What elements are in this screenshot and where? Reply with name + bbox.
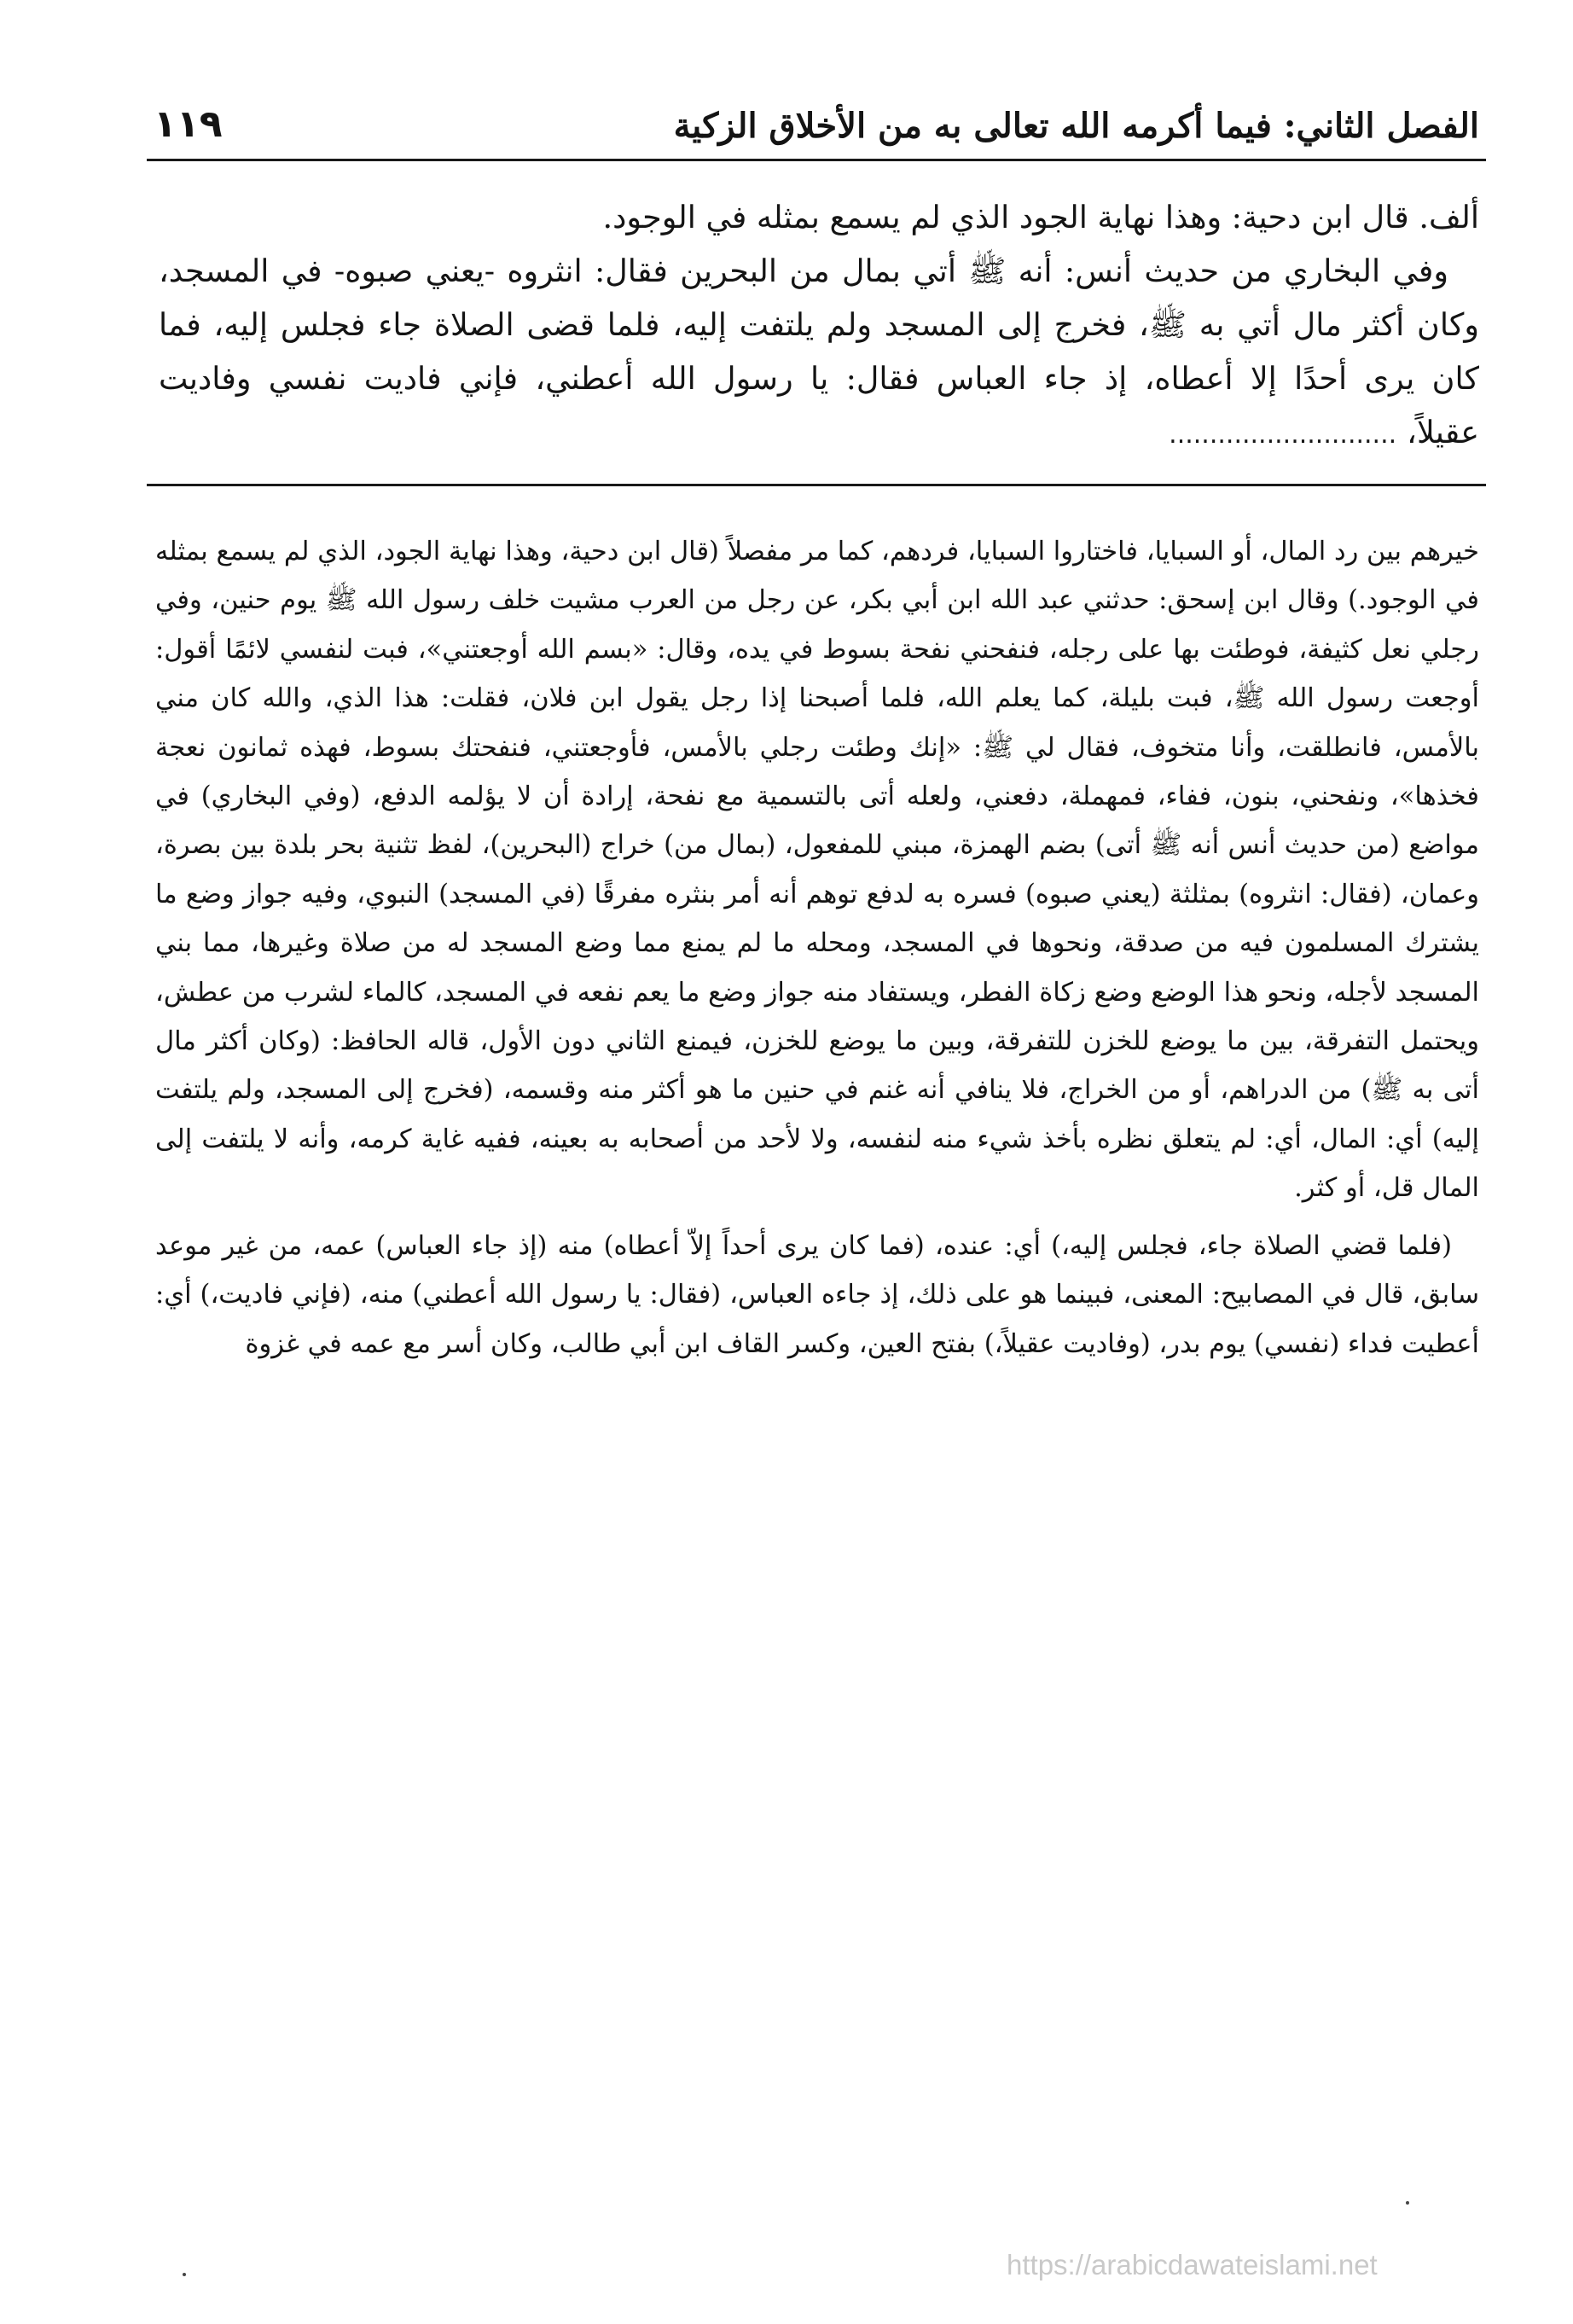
watermark-url: https://arabicdawateislami.net [1007,2249,1378,2280]
scan-speck [1406,2201,1409,2205]
page-header [147,75,1486,146]
continuation-dots: ............................ [1169,420,1397,450]
separator-rule [147,484,1486,486]
commentary-paragraph: خيرهم بين رد المال، أو السبايا، فاختاروا السبايا، فردهم، كما مر مفصلاً (قال ابن دحية، وهذا نهاية الجود، الذي لم يسمع بمثله في الوجود.) وقال ابن إسحق: حدثني عبد الله ابن أبي بكر، عن رجل من العرب مشيت خلف رسول الله ﷺ يوم حنين، وفي رجلي نعل كثيفة، فوطئت بها على رجله، فنفحني نفحة بسوط في يده، وقال: «بسم الله أوجعتني»، فبت لنفسي لائمًا أقول: أوجعت رسول الله ﷺ، فبت بليلة، كما يعلم الله، فلما أصبحنا إذا رجل يقول ابن فلان، فقلت: هذا الذي، والله كان مني بالأمس، فانطلقت، وأنا متخوف، فقال لي ﷺ: «إنك وطئت رجلي بالأمس، فأوجعتني، فنفحتك بسوط، فهذه ثمانون نعجة فخذها»، ونفحني، بنون، ففاء، فمهملة، دفعني، ولعله أتى بالتسمية مع نفحة، إرادة أن لا يؤلمه الدفع، (وفي البخاري) في مواضع (من حديث أنس أنه ﷺ أتى) بضم الهمزة، مبني للمفعول، (بمال من) خراج (البحرين)، لفظ تثنية بحر بلدة بين بصرة، وعمان، (فقال: انثروه) بمثلثة (يعني صبوه) فسره به لدفع توهم أنه أمر بنثره مفرقًا (في المسجد) النبوي، وفيه جواز وضع ما يشترك المسلمون فيه من صدقة، ونحوها في المسجد، ومحله ما لم يمنع مما وضع المسجد له من صلاة وغيرها، مما بني المسجد لأجله، ونحو هذا الوضع وضع زكاة الفطر، ويستفاد منه جواز وضع ما يعم نفعه في المسجد، كالماء لشرب من عطش، ويحتمل التفرقة، بين ما يوضع للخزن للتفرقة، وبين ما يوضع للخزن، فيمنع الثاني دون الأول، قاله الحافظ: (وكان أكثر مال أتى به ﷺ) من الدراهم، أو من الخراج، فلا ينافي أنه غنم في حنين ما هو أكثر منه وقسمه، (فخرج إلى المسجد، ولم يلتفت إليه) أي: المال، أي: لم يتعلق نظره بأخذ شيء منه لنفسه، ولا لأحد من أصحابه به بعينه، ففيه غاية كرمه، وأنه لا يلتفت إلى المال قل، أو كثر. [155,537,1479,1204]
commentary-paragraph: (فلما قضي الصلاة جاء، فجلس إليه،) أي: عنده، (فما كان يرى أحداً إلاّ أعطاه) منه (إذ جاء العباس) عمه، من غير موعد سابق، قال في المصابيح: المعنى، فبينما هو على ذلك، إذ جاءه العباس، (فقال: يا رسول الله أعطني) منه، (فإني فاديت،) أي: أعطيت فداء (نفسي) يوم بدر، (وفاديت عقيلاً،) بفتح العين، وكسر القاف ابن أبي طالب، وكان أسر مع عمه في غزوة [155,1230,1479,1359]
main-text-paragraph [159,244,1479,462]
page-number: ١١٩ [154,102,223,146]
scan-speck [183,2273,186,2276]
header-rule [147,159,1486,161]
running-title: الفصل الثاني: فيما أكرمه الله تعالى به من الأخلاق الزكية [673,106,1479,146]
book-page [147,75,1486,2276]
commentary-text [147,527,1486,1368]
main-text-paragraph-body: وفي البخاري من حديث أنس: أنه ﷺ أتي بمال من البحرين فقال: انثروه -يعني صبوه- في المسجد، وكان أكثر مال أتي به ﷺ، فخرج إلى المسجد ولم يلتفت إليه، فلما قضى الصلاة جاء فجلس إليه، فما كان يرى أحدًا إلا أعطاه، إذ جاء العباس فقال: يا رسول الله أعطني، فإني فاديت نفسي وفاديت عقيلاً، [159,253,1479,450]
main-text-paragraph: ألف. قال ابن دحية: وهذا نهاية الجود الذي لم يسمع بمثله في الوجود. [602,199,1479,235]
main-text [147,190,1486,462]
